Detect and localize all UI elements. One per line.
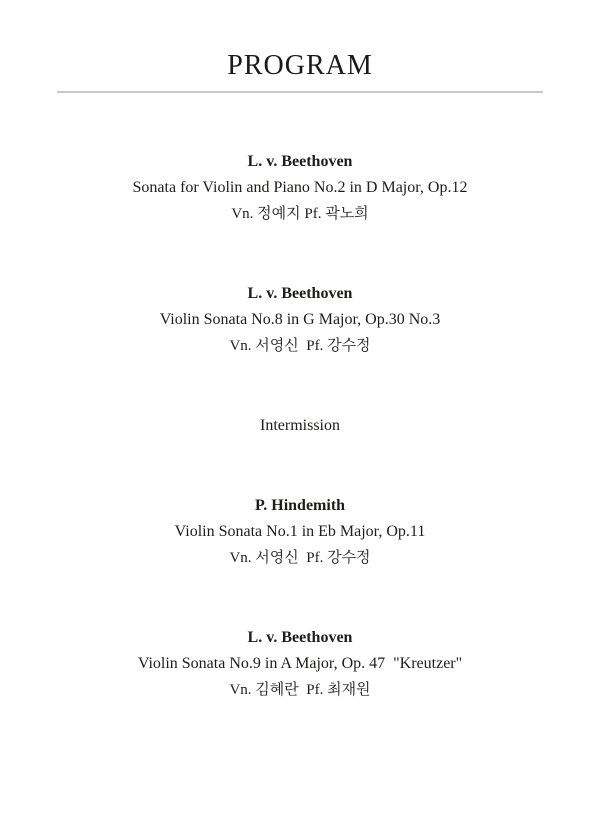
- piece-title: Violin Sonata No.9 in A Major, Op. 47 "Kreutzer": [137, 655, 463, 672]
- program-entries: [0, 149, 600, 703]
- composer-name: P. Hindemith: [254, 497, 346, 514]
- program-entry: [0, 149, 600, 227]
- composer-name: L. v. Beethoven: [247, 153, 353, 170]
- program-entry: [0, 493, 600, 571]
- piece-title: Violin Sonata No.1 in Eb Major, Op.11: [174, 523, 426, 540]
- page-title: PROGRAM: [227, 50, 373, 81]
- performers: Vn. 정예지 Pf. 곽노희: [231, 206, 369, 222]
- performers: Vn. 서영신 Pf. 강수정: [229, 550, 371, 566]
- piece-title: Violin Sonata No.8 in G Major, Op.30 No.3: [159, 311, 441, 328]
- composer-name: L. v. Beethoven: [247, 629, 353, 646]
- program-entry: [0, 625, 600, 703]
- intermission-label: Intermission: [260, 417, 340, 434]
- performers: Vn. 서영신 Pf. 강수정: [229, 338, 371, 354]
- composer-name: L. v. Beethoven: [247, 285, 353, 302]
- piece-title: Sonata for Violin and Piano No.2 in D Major, Op.12: [132, 179, 468, 196]
- performers: Vn. 김혜란 Pf. 최재원: [229, 682, 371, 698]
- title-divider: [57, 91, 543, 93]
- program-entry: [0, 281, 600, 359]
